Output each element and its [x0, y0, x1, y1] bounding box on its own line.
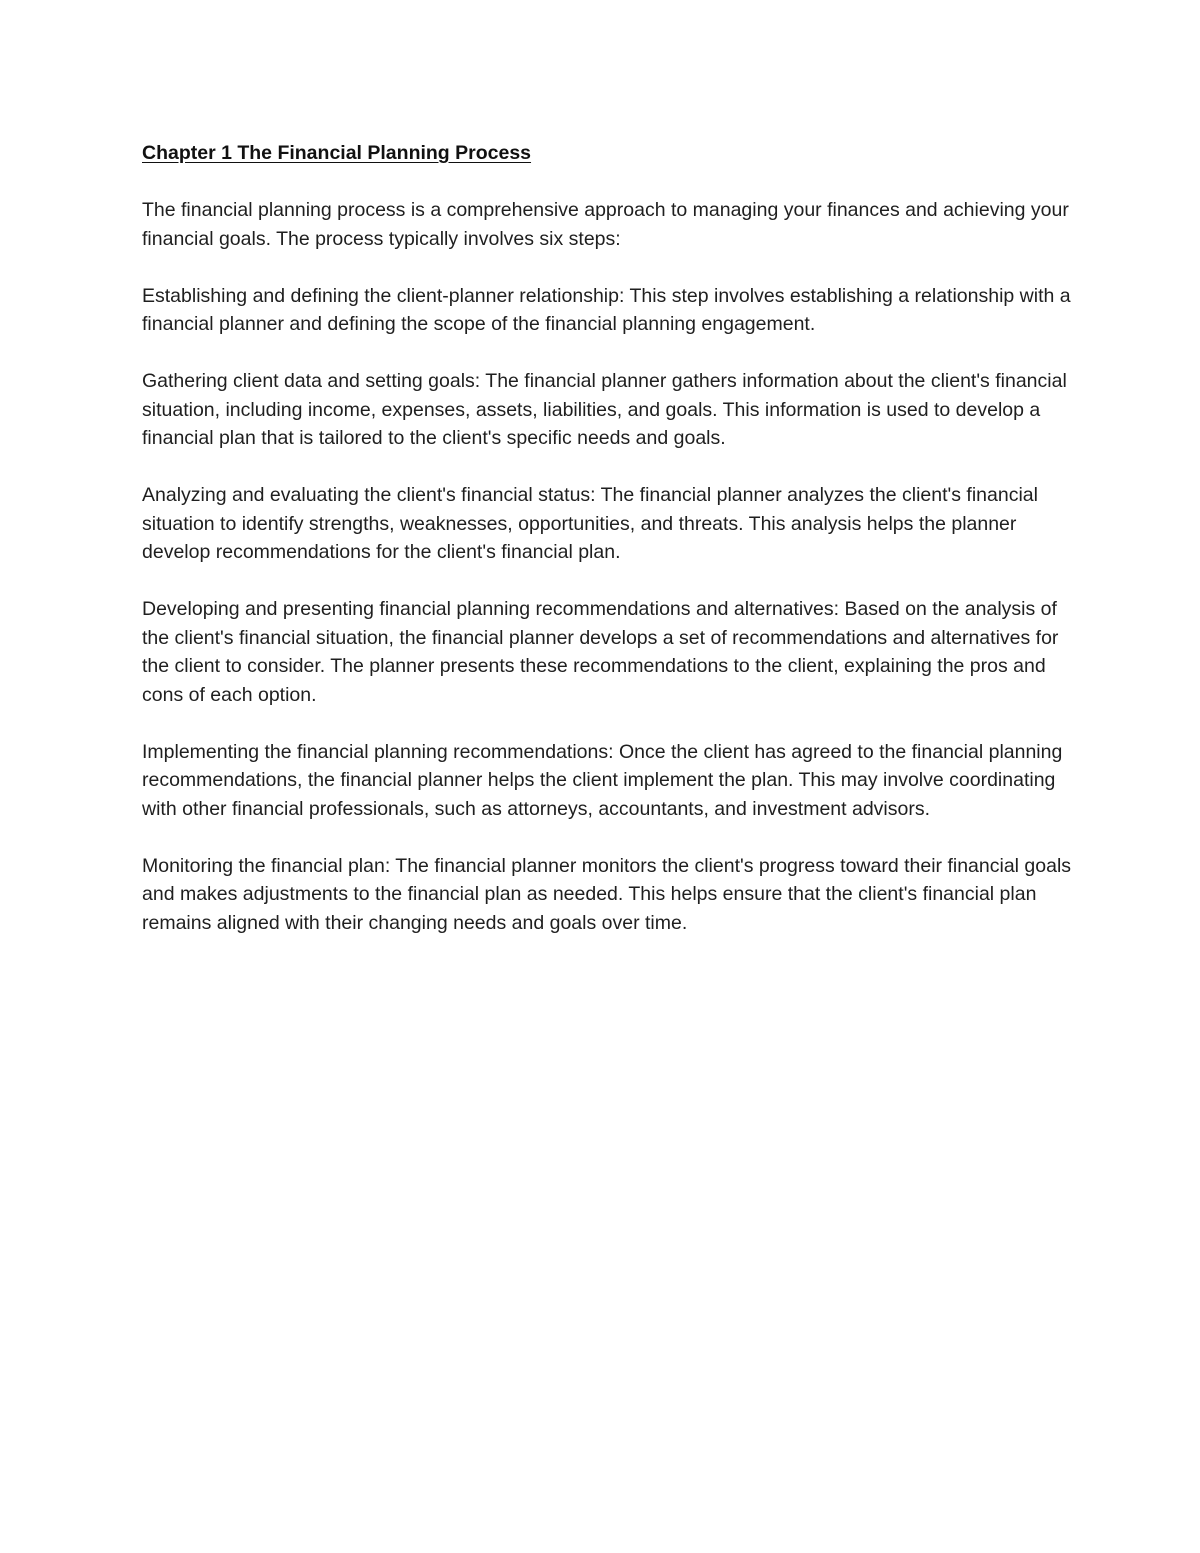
document-body [142, 139, 1072, 966]
step-gathering-data-paragraph: Gathering client data and setting goals: The financial planner gathers information about the client's financial situation, including income, expenses, assets, liabilities, and goals. This information is used to develop a financial plan that is tailored to the client's specific needs and goals. [142, 370, 1067, 449]
step-analyzing-paragraph: Analyzing and evaluating the client's financial status: The financial planner analyzes the client's financial situation to identify strengths, weaknesses, opportunities, and threats. This analysis helps the planner develop recommendations for the client's financial plan. [142, 484, 1038, 563]
step-monitoring-paragraph: Monitoring the financial plan: The financial planner monitors the client's progress toward their financial goals and makes adjustments to the financial plan as needed. This helps ensure that the client's financial plan remains aligned with their changing needs and goals over time. [142, 854, 1072, 934]
intro-paragraph: The financial planning process is a comprehensive approach to managing your finances and achieving your financial goals. The process typically involves six steps: [142, 199, 1069, 250]
step-implementing-paragraph: Implementing the financial planning recommendations: Once the client has agreed to the financial planning recommendations, the financial planner helps the client implement the plan. This may involve coordinating with other financial professionals, such as attorneys, accountants, and investment advisors. [142, 740, 1063, 820]
step-relationship-paragraph: Establishing and defining the client-planner relationship: This step involves establishing a relationship with a financial planner and defining the scope of the financial planning engagement. [142, 284, 1071, 335]
step-recommendations-paragraph: Developing and presenting financial planning recommendations and alternatives: Based on the analysis of the client's financial situation, the financial planner develops a set of recommendations and alternatives for the client to consider. The planner presents these recommendations to the client, explaining the pros and cons of each option. [142, 598, 1059, 706]
chapter-title: Chapter 1 The Financial Planning Process [142, 142, 532, 164]
